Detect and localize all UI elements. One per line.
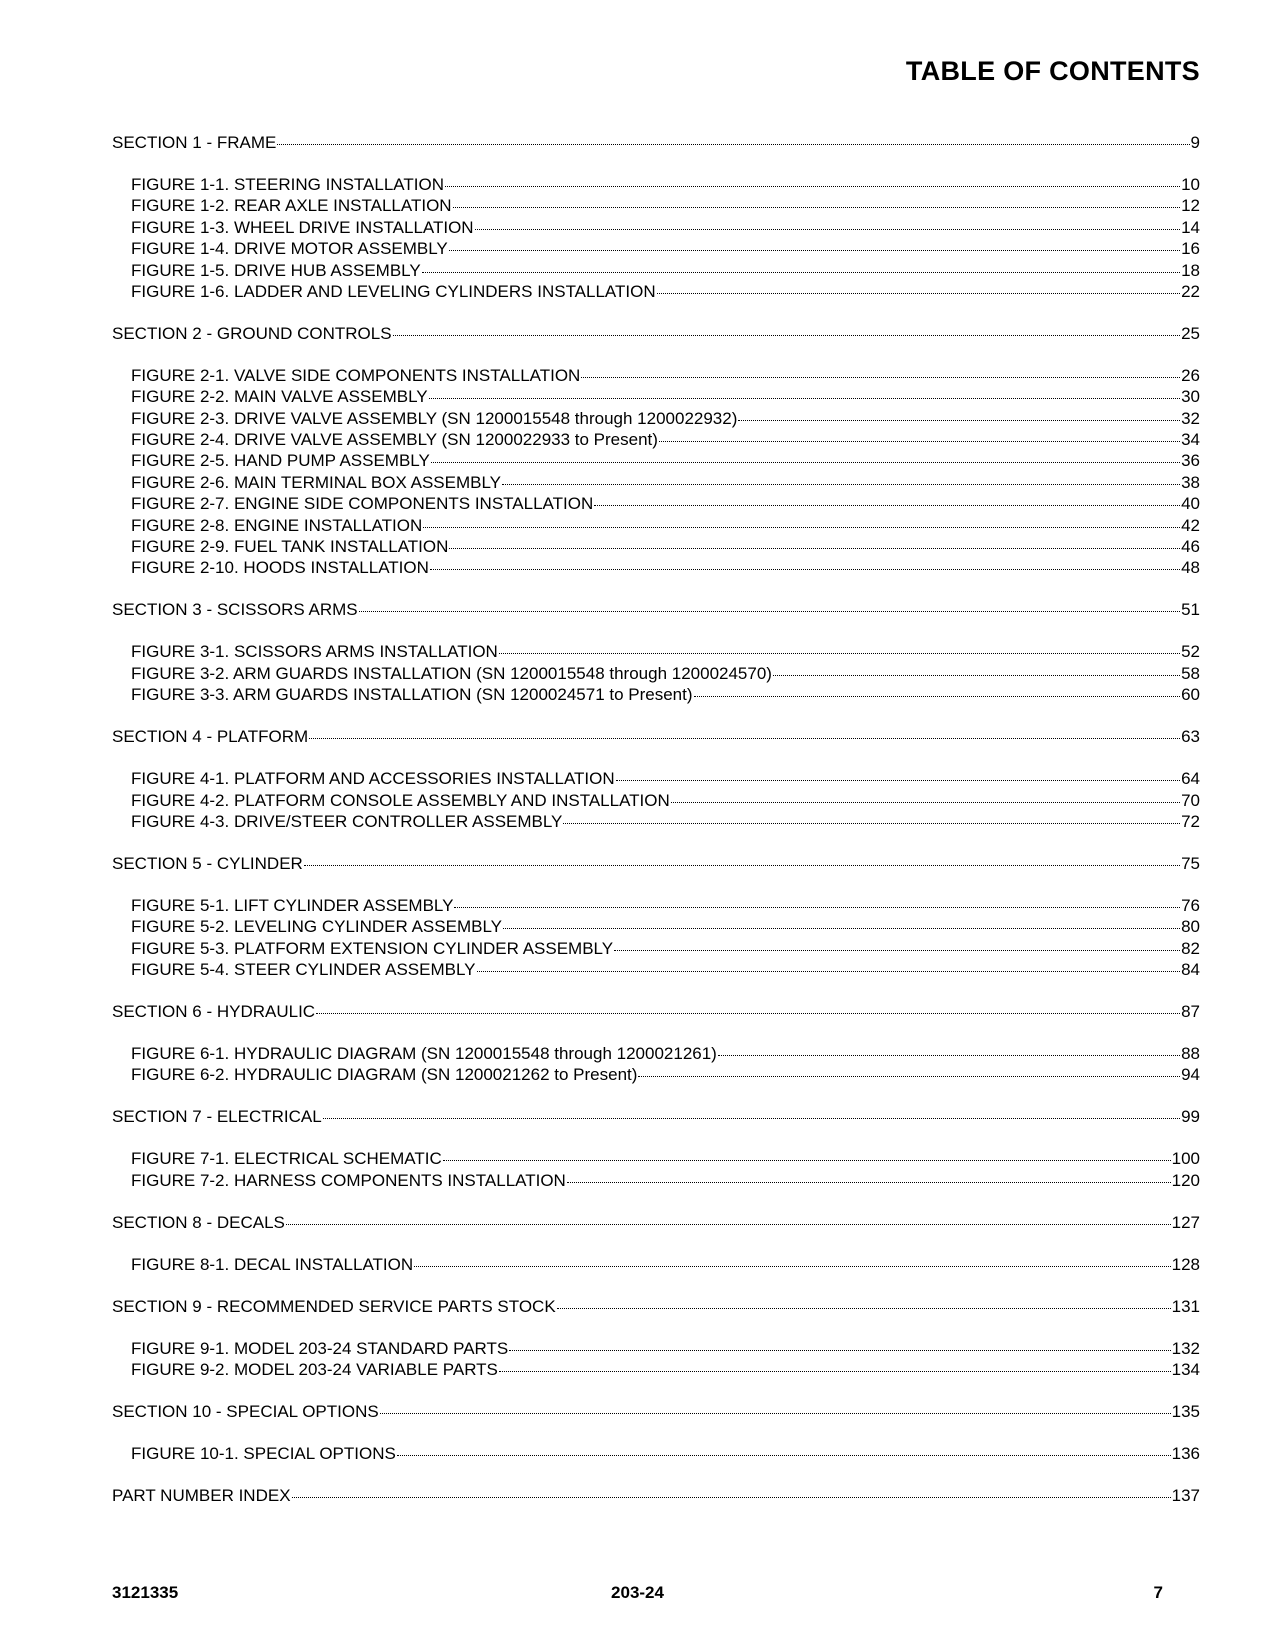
toc-figure-entry[interactable] [112, 640, 1200, 661]
toc-entry-page: 136 [1171, 1444, 1200, 1464]
dot-leader [380, 1400, 1171, 1417]
toc-entry-label: PART NUMBER INDEX [112, 1486, 291, 1506]
toc-entry-page: 75 [1181, 853, 1200, 873]
dot-leader [292, 1484, 1171, 1501]
toc-figure-entry[interactable] [112, 894, 1200, 915]
toc-figure-entry[interactable] [112, 662, 1200, 683]
dot-leader [718, 1042, 1180, 1059]
toc-entry-label: FIGURE 3-1. SCISSORS ARMS INSTALLATION [131, 642, 498, 662]
dot-leader [286, 1211, 1171, 1228]
toc-entry-page: 30 [1181, 387, 1200, 407]
toc-entry-page: 120 [1171, 1170, 1200, 1190]
toc-figure-entry[interactable] [112, 194, 1200, 215]
dot-leader [414, 1253, 1170, 1270]
document-number: 3121335 [112, 1583, 179, 1602]
toc-entry-label: FIGURE 1-6. LADDER AND LEVELING CYLINDERS INSTALLATION [131, 281, 656, 301]
dot-leader [509, 1337, 1170, 1354]
toc-section-entry[interactable] [112, 1484, 1200, 1505]
toc-entry-page: 70 [1181, 790, 1200, 810]
toc-entry-page: 52 [1181, 642, 1200, 662]
toc-entry-page: 64 [1181, 769, 1200, 789]
toc-figure-entry[interactable] [112, 237, 1200, 258]
dot-leader [423, 514, 1180, 531]
toc-entry-page: 87 [1181, 1002, 1200, 1022]
toc-figure-entry[interactable] [112, 173, 1200, 194]
toc-entry-label: FIGURE 2-3. DRIVE VALVE ASSEMBLY (SN 1200015548 through 1200022932) [131, 408, 738, 428]
toc-entry-page: 72 [1181, 811, 1200, 831]
toc-entry-page: 88 [1181, 1044, 1200, 1064]
dot-leader [431, 449, 1180, 466]
toc-entry-page: 63 [1181, 727, 1200, 747]
model-number: 203-24 [611, 1583, 664, 1602]
toc-entry-page: 135 [1171, 1402, 1200, 1422]
toc-entry-label: FIGURE 5-2. LEVELING CYLINDER ASSEMBLY [131, 917, 502, 937]
dot-leader [499, 1358, 1171, 1375]
dot-leader [359, 598, 1180, 615]
toc-figure-entry[interactable] [112, 280, 1200, 301]
dot-leader [393, 322, 1180, 339]
toc-entry-label: SECTION 7 - ELECTRICAL [112, 1107, 322, 1127]
dot-leader [277, 131, 1189, 148]
toc-entry-label: FIGURE 4-2. PLATFORM CONSOLE ASSEMBLY AND INSTALLATION [131, 790, 670, 810]
toc-entry-label: FIGURE 2-1. VALVE SIDE COMPONENTS INSTALLATION [131, 365, 581, 385]
dot-leader [309, 725, 1180, 742]
toc-entry-page: 25 [1181, 323, 1200, 343]
dot-leader [304, 852, 1180, 869]
toc-figure-entry[interactable] [112, 1147, 1200, 1168]
toc-entry-page: 128 [1171, 1254, 1200, 1274]
dot-leader [475, 216, 1180, 233]
toc-entry-label: SECTION 1 - FRAME [112, 133, 277, 152]
toc-entry-page: 34 [1181, 430, 1200, 450]
toc-entry-label: FIGURE 4-3. DRIVE/STEER CONTROLLER ASSEMBLY [131, 811, 563, 831]
dot-leader [477, 958, 1181, 975]
toc-entry-label: FIGURE 1-1. STEERING INSTALLATION [131, 174, 444, 194]
toc-figure-entry[interactable] [112, 556, 1200, 577]
dot-leader [638, 1063, 1180, 1080]
dot-leader [502, 471, 1180, 488]
toc-figure-entry[interactable] [112, 1358, 1200, 1379]
toc-entry-label: FIGURE 2-8. ENGINE INSTALLATION [131, 515, 423, 535]
toc-section-entry[interactable] [112, 1211, 1200, 1232]
toc-entry-label: FIGURE 5-3. PLATFORM EXTENSION CYLINDER ASSEMBLY [131, 938, 614, 958]
toc-entry-page: 127 [1171, 1212, 1200, 1232]
toc-entry-page: 131 [1171, 1296, 1200, 1316]
toc-section-entry[interactable] [112, 852, 1200, 873]
toc-entry-page: 100 [1171, 1149, 1200, 1169]
dot-leader [773, 662, 1180, 679]
dot-leader [563, 810, 1180, 827]
toc-section-entry[interactable] [112, 1105, 1200, 1126]
dot-leader [503, 915, 1180, 932]
toc-figure-entry[interactable] [112, 407, 1200, 428]
dot-leader [567, 1169, 1171, 1186]
dot-leader [323, 1105, 1180, 1122]
toc-entry-label: FIGURE 5-4. STEER CYLINDER ASSEMBLY [131, 960, 476, 980]
toc-entry-page: 10 [1181, 174, 1200, 194]
toc-figure-entry[interactable] [112, 1169, 1200, 1190]
toc-entry-label: SECTION 4 - PLATFORM [112, 727, 309, 747]
dot-leader [454, 894, 1180, 911]
toc-section-entry[interactable] [112, 131, 1200, 152]
toc-entry-label: FIGURE 7-2. HARNESS COMPONENTS INSTALLATION [131, 1170, 566, 1190]
page-footer [112, 1583, 1163, 1605]
toc-figure-entry[interactable] [112, 514, 1200, 535]
toc-entry-page: 32 [1181, 408, 1200, 428]
toc-entry-label: FIGURE 2-9. FUEL TANK INSTALLATION [131, 537, 449, 557]
toc-entry-page: 132 [1171, 1338, 1200, 1358]
toc-entry-page: 42 [1181, 515, 1200, 535]
toc-entry-label: FIGURE 2-10. HOODS INSTALLATION [131, 558, 429, 578]
toc-entry-label: FIGURE 2-6. MAIN TERMINAL BOX ASSEMBLY [131, 472, 501, 492]
toc-entry-page: 38 [1181, 472, 1200, 492]
dot-leader [430, 556, 1180, 573]
toc-figure-entry[interactable] [112, 364, 1200, 385]
dot-leader [614, 937, 1180, 954]
toc-entry-page: 16 [1181, 239, 1200, 259]
toc-section-entry[interactable] [112, 598, 1200, 619]
toc-section-entry[interactable] [112, 1295, 1200, 1316]
dot-leader [671, 789, 1180, 806]
toc-entry-page: 26 [1181, 365, 1200, 385]
toc-figure-entry[interactable] [112, 937, 1200, 958]
toc-entry-page: 134 [1171, 1360, 1200, 1380]
toc-figure-entry[interactable] [112, 449, 1200, 470]
toc-figure-entry[interactable] [112, 915, 1200, 936]
toc-figure-entry[interactable] [112, 767, 1200, 788]
dot-leader [445, 173, 1180, 190]
toc-entry-page: 48 [1181, 558, 1200, 578]
dot-leader [657, 280, 1180, 297]
toc-entry-page: 51 [1181, 600, 1200, 620]
dot-leader [616, 767, 1180, 784]
dot-leader [316, 1000, 1180, 1017]
dot-leader [449, 535, 1180, 552]
dot-leader [557, 1295, 1171, 1312]
dot-leader [453, 194, 1181, 211]
toc-entry-page: 14 [1181, 217, 1200, 237]
toc-entry-label: FIGURE 4-1. PLATFORM AND ACCESSORIES INSTALLATION [131, 769, 615, 789]
toc-entry-label: FIGURE 1-2. REAR AXLE INSTALLATION [131, 196, 452, 216]
toc-entry-label: SECTION 5 - CYLINDER [112, 853, 303, 873]
toc-section-entry[interactable] [112, 1400, 1200, 1421]
toc-entry-page: 94 [1181, 1065, 1200, 1085]
toc-figure-entry[interactable] [112, 471, 1200, 492]
toc-entry-label: FIGURE 9-2. MODEL 203-24 VARIABLE PARTS [131, 1360, 498, 1380]
toc-entry-label: SECTION 3 - SCISSORS ARMS [112, 600, 358, 620]
toc-entry-label: FIGURE 2-7. ENGINE SIDE COMPONENTS INSTALLATION [131, 494, 594, 514]
toc-entry-label: FIGURE 1-3. WHEEL DRIVE INSTALLATION [131, 217, 474, 237]
toc-entry-page: 76 [1181, 895, 1200, 915]
toc-figure-entry[interactable] [112, 492, 1200, 513]
toc-figure-entry[interactable] [112, 1337, 1200, 1358]
dot-leader [443, 1147, 1171, 1164]
toc-figure-entry[interactable] [112, 1442, 1200, 1463]
toc-entry-page: 40 [1181, 494, 1200, 514]
toc-entry-label: SECTION 8 - DECALS [112, 1212, 285, 1232]
toc-figure-entry[interactable] [112, 1042, 1200, 1063]
toc-entry-page: 84 [1181, 960, 1200, 980]
toc-entry-label: FIGURE 2-5. HAND PUMP ASSEMBLY [131, 451, 430, 471]
toc-entry-page: 22 [1181, 281, 1200, 301]
toc-entry-label: FIGURE 8-1. DECAL INSTALLATION [131, 1254, 414, 1274]
dot-leader [659, 428, 1180, 445]
toc-figure-entry[interactable] [112, 385, 1200, 406]
toc-entry-label: FIGURE 1-5. DRIVE HUB ASSEMBLY [131, 260, 421, 280]
toc-figure-entry[interactable] [112, 683, 1200, 704]
toc-figure-entry[interactable] [112, 1253, 1200, 1274]
toc-entry-label: FIGURE 9-1. MODEL 203-24 STANDARD PARTS [131, 1338, 509, 1358]
toc-entry-page: 80 [1181, 917, 1200, 937]
dot-leader [694, 683, 1181, 700]
toc-entry-label: SECTION 6 - HYDRAULIC [112, 1002, 316, 1022]
toc-figure-entry[interactable] [112, 259, 1200, 280]
toc-entry-label: FIGURE 3-3. ARM GUARDS INSTALLATION (SN 1200024571 to Present) [131, 685, 693, 705]
toc-figure-entry[interactable] [112, 428, 1200, 449]
toc-figure-entry[interactable] [112, 535, 1200, 556]
toc-entry-label: FIGURE 2-2. MAIN VALVE ASSEMBLY [131, 387, 428, 407]
page-title: TABLE OF CONTENTS [905, 56, 1200, 86]
toc-entry-label: FIGURE 1-4. DRIVE MOTOR ASSEMBLY [131, 239, 448, 259]
toc-entry-label: SECTION 2 - GROUND CONTROLS [112, 323, 392, 343]
table-of-contents [112, 131, 1200, 1505]
dot-leader [429, 385, 1180, 402]
toc-entry-page: 137 [1171, 1486, 1200, 1506]
dot-leader [397, 1442, 1171, 1459]
toc-section-entry[interactable] [112, 1000, 1200, 1021]
toc-entry-label: FIGURE 2-4. DRIVE VALVE ASSEMBLY (SN 1200022933 to Present) [131, 430, 658, 450]
toc-entry-page: 36 [1181, 451, 1200, 471]
dot-leader [738, 407, 1180, 424]
toc-figure-entry[interactable] [112, 1063, 1200, 1084]
toc-entry-page: 18 [1181, 260, 1200, 280]
toc-entry-label: FIGURE 10-1. SPECIAL OPTIONS [131, 1444, 396, 1464]
toc-entry-label: FIGURE 3-2. ARM GUARDS INSTALLATION (SN 1200015548 through 1200024570) [131, 663, 772, 683]
toc-figure-entry[interactable] [112, 810, 1200, 831]
toc-entry-page: 12 [1181, 196, 1200, 216]
toc-entry-page: 58 [1181, 663, 1200, 683]
dot-leader [422, 259, 1180, 276]
toc-entry-page: 99 [1181, 1107, 1200, 1127]
toc-entry-label: FIGURE 6-2. HYDRAULIC DIAGRAM (SN 1200021262 to Present) [131, 1065, 638, 1085]
dot-leader [449, 237, 1180, 254]
dot-leader [499, 640, 1180, 657]
toc-section-entry[interactable] [112, 322, 1200, 343]
toc-entry-label: FIGURE 7-1. ELECTRICAL SCHEMATIC [131, 1149, 442, 1169]
toc-entry-page: 60 [1181, 685, 1200, 705]
toc-entry-label: FIGURE 5-1. LIFT CYLINDER ASSEMBLY [131, 895, 454, 915]
toc-entry-page: 46 [1181, 537, 1200, 557]
dot-leader [581, 364, 1180, 381]
toc-figure-entry[interactable] [112, 958, 1200, 979]
toc-entry-page: 9 [1190, 133, 1200, 152]
toc-entry-page: 82 [1181, 938, 1200, 958]
toc-figure-entry[interactable] [112, 789, 1200, 810]
toc-section-entry[interactable] [112, 725, 1200, 746]
toc-entry-label: SECTION 10 - SPECIAL OPTIONS [112, 1402, 379, 1422]
toc-entry-label: SECTION 9 - RECOMMENDED SERVICE PARTS STOCK [112, 1296, 556, 1316]
toc-entry-label: FIGURE 6-1. HYDRAULIC DIAGRAM (SN 1200015548 through 1200021261) [131, 1044, 717, 1064]
dot-leader [594, 492, 1180, 509]
page-number: 7 [1153, 1583, 1163, 1602]
toc-figure-entry[interactable] [112, 216, 1200, 237]
